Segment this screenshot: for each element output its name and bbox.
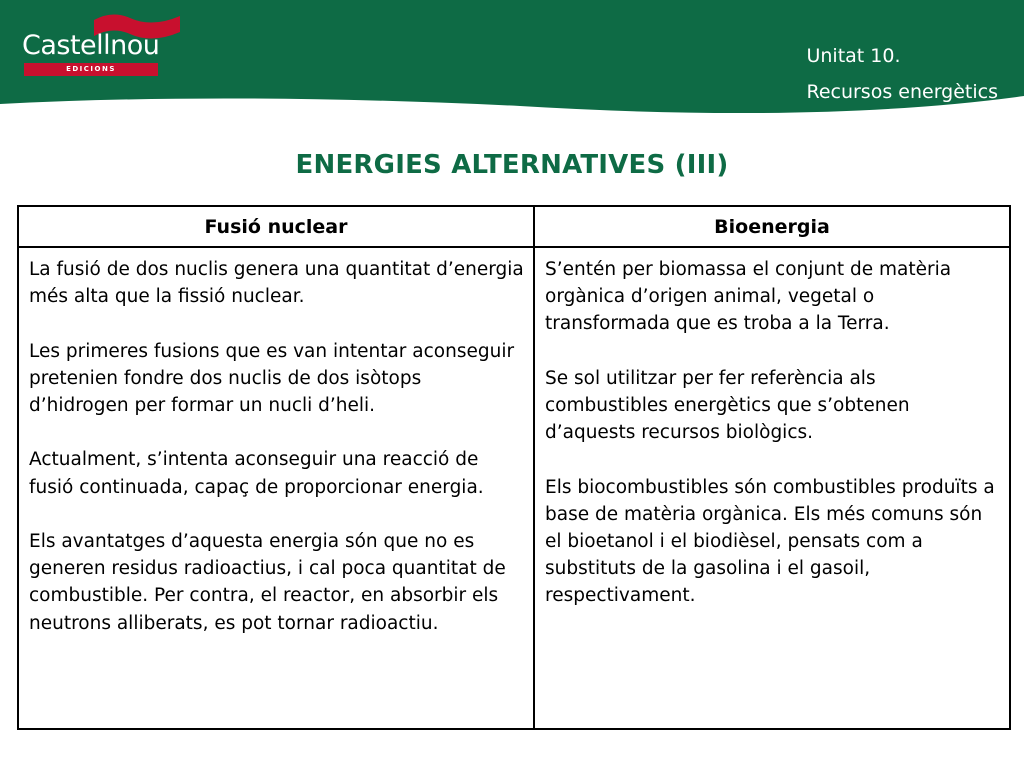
comparison-table: [17, 205, 1011, 730]
table-header-row: [18, 206, 1010, 247]
column-header-fusion: Fusió nuclear: [18, 206, 534, 247]
unit-heading: [806, 38, 998, 110]
page-title: ENERGIES ALTERNATIVES (III): [295, 150, 729, 180]
unit-number: Unitat 10.: [806, 45, 901, 67]
bioenergy-paragraph: Se sol utilitzar per fer referència als combustibles energètics que s’obtenen d’aquests recursos biològics.: [545, 367, 910, 444]
fusion-paragraph: Actualment, s’intenta aconseguir una reacció de fusió continuada, capaç de proporcionar energia.: [29, 449, 484, 498]
fusion-paragraph: Les primeres fusions que es van intentar aconseguir pretenien fondre dos nuclis de dos isòtops d’hidrogen per formar un nucli d’heli.: [29, 340, 515, 416]
unit-title: Recursos energètics: [806, 81, 998, 103]
logo-wordmark: Castellnou: [22, 30, 160, 61]
bioenergy-paragraph: S’entén per biomassa el conjunt de matèria orgànica d’origen animal, vegetal o transformada que es troba a la Terra.: [545, 259, 952, 335]
bioenergy-paragraph: Els biocombustibles són combustibles produïts a base de matèria orgànica. Els més comuns són el bioetanol i el biodièsel, pensats com a substituts de la gasolina i el gasoil, respectivament.: [545, 476, 995, 607]
publisher-logo: [22, 10, 162, 78]
fusion-paragraph: Els avantatges d’aquesta energia són que no es generen residus radioactius, i cal poca quantitat de combustible. Per contra, el reactor, en absorbir els neutrons alliberats, es pot tornar radioactiu.: [29, 530, 506, 634]
table-row: [18, 247, 1010, 729]
column-header-bioenergy: Bioenergia: [534, 206, 1010, 247]
bioenergy-cell: [534, 247, 1010, 729]
fusion-paragraph: La fusió de dos nuclis genera una quantitat d’energia més alta que la fissió nuclear.: [29, 259, 524, 308]
logo-subtitle: EDICIONS: [24, 63, 158, 76]
fusion-cell: [18, 247, 534, 729]
